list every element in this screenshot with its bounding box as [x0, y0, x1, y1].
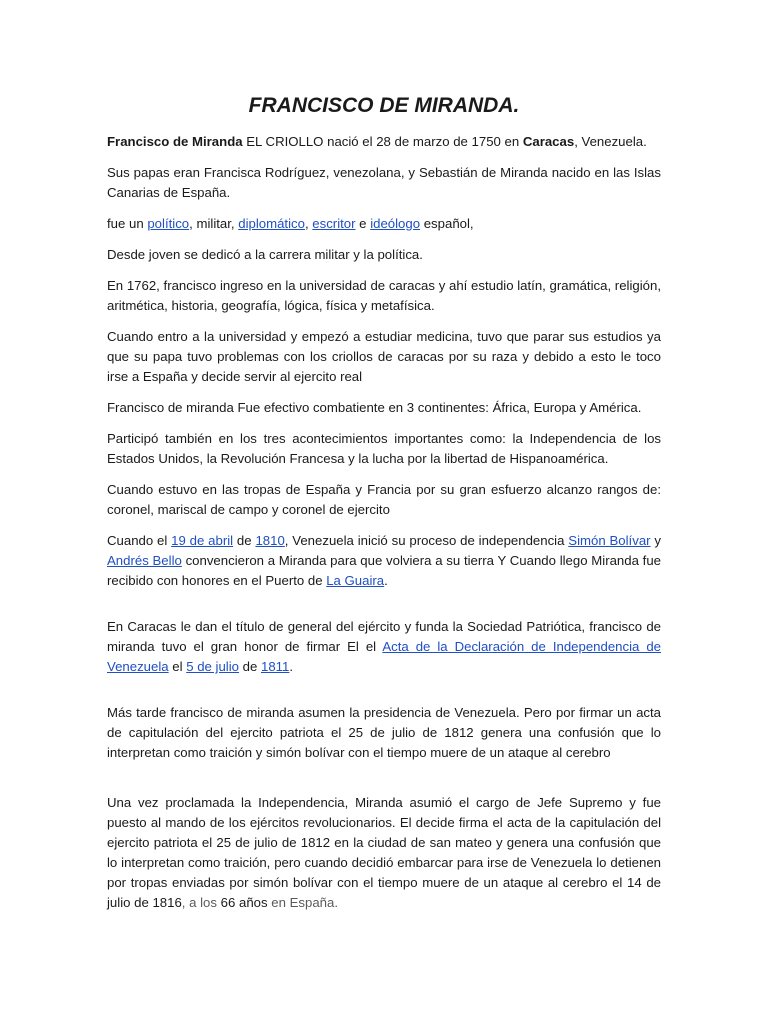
- document-body: [107, 132, 661, 924]
- link-simon-bolivar[interactable]: Simón Bolívar: [568, 533, 651, 548]
- link-1810[interactable]: 1810: [255, 533, 285, 548]
- paragraph-parents: Sus papas eran Francisca Rodríguez, venezolana, y Sebastián de Miranda nacido en las Islas Canarias de España.: [107, 165, 661, 200]
- paragraph-independence: Cuando el 19 de abril de 1810, Venezuela inició su proceso de independencia Simón Bolívar y Andrés Bello convencieron a Miranda para que volviera a su tierra Y Cuando llego Miranda fue recibido con honores en el Puerto de La Guaira.: [107, 533, 661, 588]
- paragraph-presidency: Más tarde francisco de miranda asumen la presidencia de Venezuela. Pero por firmar un acta de capitulación del ejercito patriota el 25 de julio de 1812 genera una confusión que lo interpretan como traición y simón bolívar con el tiempo muere de un ataque al cerebro: [107, 705, 661, 760]
- link-1811[interactable]: 1811: [261, 659, 290, 674]
- link-escritor[interactable]: escritor: [312, 216, 356, 231]
- paragraph-continents: Francisco de miranda Fue efectivo combatiente en 3 continentes: África, Europa y América.: [107, 400, 642, 415]
- paragraph-occupations: fue un político, militar, diplomático, escritor e ideólogo español,: [107, 216, 474, 231]
- link-andres-bello[interactable]: Andrés Bello: [107, 553, 182, 568]
- birth-city: Caracas: [522, 134, 575, 149]
- link-ideologo[interactable]: ideólogo: [370, 216, 421, 231]
- subject-name: Francisco de Miranda: [107, 134, 243, 149]
- page-title: FRANCISCO DE MIRANDA.: [248, 94, 520, 117]
- link-19-de-abril[interactable]: 19 de abril: [171, 533, 234, 548]
- link-la-guaira[interactable]: La Guaira: [326, 573, 385, 588]
- paragraph-death: Una vez proclamada la Independencia, Miranda asumió el cargo de Jefe Supremo y fue puesto al mando de los ejércitos revolucionarios. El decide firma el acta de la capitulación del ejercito patriota el 25 de julio de 1812 en la ciudad de san mateo y genera una confusión que lo interpretan como traición, pero cuando decidió embarcar para irse de Venezuela lo detienen por tropas enviadas por simón bolívar con el tiempo muere de un ataque al cerebro el 14 de julio de 1816, a los 66 años en España.: [107, 795, 661, 910]
- paragraph-university: En 1762, francisco ingreso en la universidad de caracas y ahí estudio latín, gramática, religión, aritmética, historia, geografía, lógica, física y metafísica.: [107, 278, 661, 313]
- link-politico[interactable]: político: [147, 216, 190, 231]
- paragraph-career: Desde joven se dedicó a la carrera militar y la política.: [107, 247, 423, 262]
- paragraph-medicine: Cuando entro a la universidad y empezó a estudiar medicina, tuvo que parar sus estudios ya que su papa tuvo problemas con los criollos de caracas por su raza y debido a esto le toco irse a España y decide servir al ejercito real: [107, 329, 661, 384]
- paragraph-events: Participó también en los tres acontecimientos importantes como: la Independencia de los Estados Unidos, la Revolución Francesa y la lucha por la libertad de Hispanoamérica.: [107, 431, 661, 466]
- paragraph-declaration: En Caracas le dan el título de general del ejército y funda la Sociedad Patriótica, francisco de miranda tuvo el gran honor de firmar El el Acta de la Declaración de Independencia de Venezuela el 5 de julio de 1811.: [107, 619, 661, 674]
- paragraph-birth: Francisco de Miranda EL CRIOLLO nació el 28 de marzo de 1750 en Caracas, Venezuela.: [107, 134, 647, 149]
- link-acta-declaracion[interactable]: Acta de la Declaración de Independencia de Venezuela: [107, 639, 661, 674]
- link-5-de-julio[interactable]: 5 de julio: [186, 659, 239, 674]
- paragraph-ranks: Cuando estuvo en las tropas de España y Francia por su gran esfuerzo alcanzo rangos de: coronel, mariscal de campo y coronel de ejercito: [107, 482, 661, 517]
- link-diplomatico[interactable]: diplomático: [238, 216, 305, 231]
